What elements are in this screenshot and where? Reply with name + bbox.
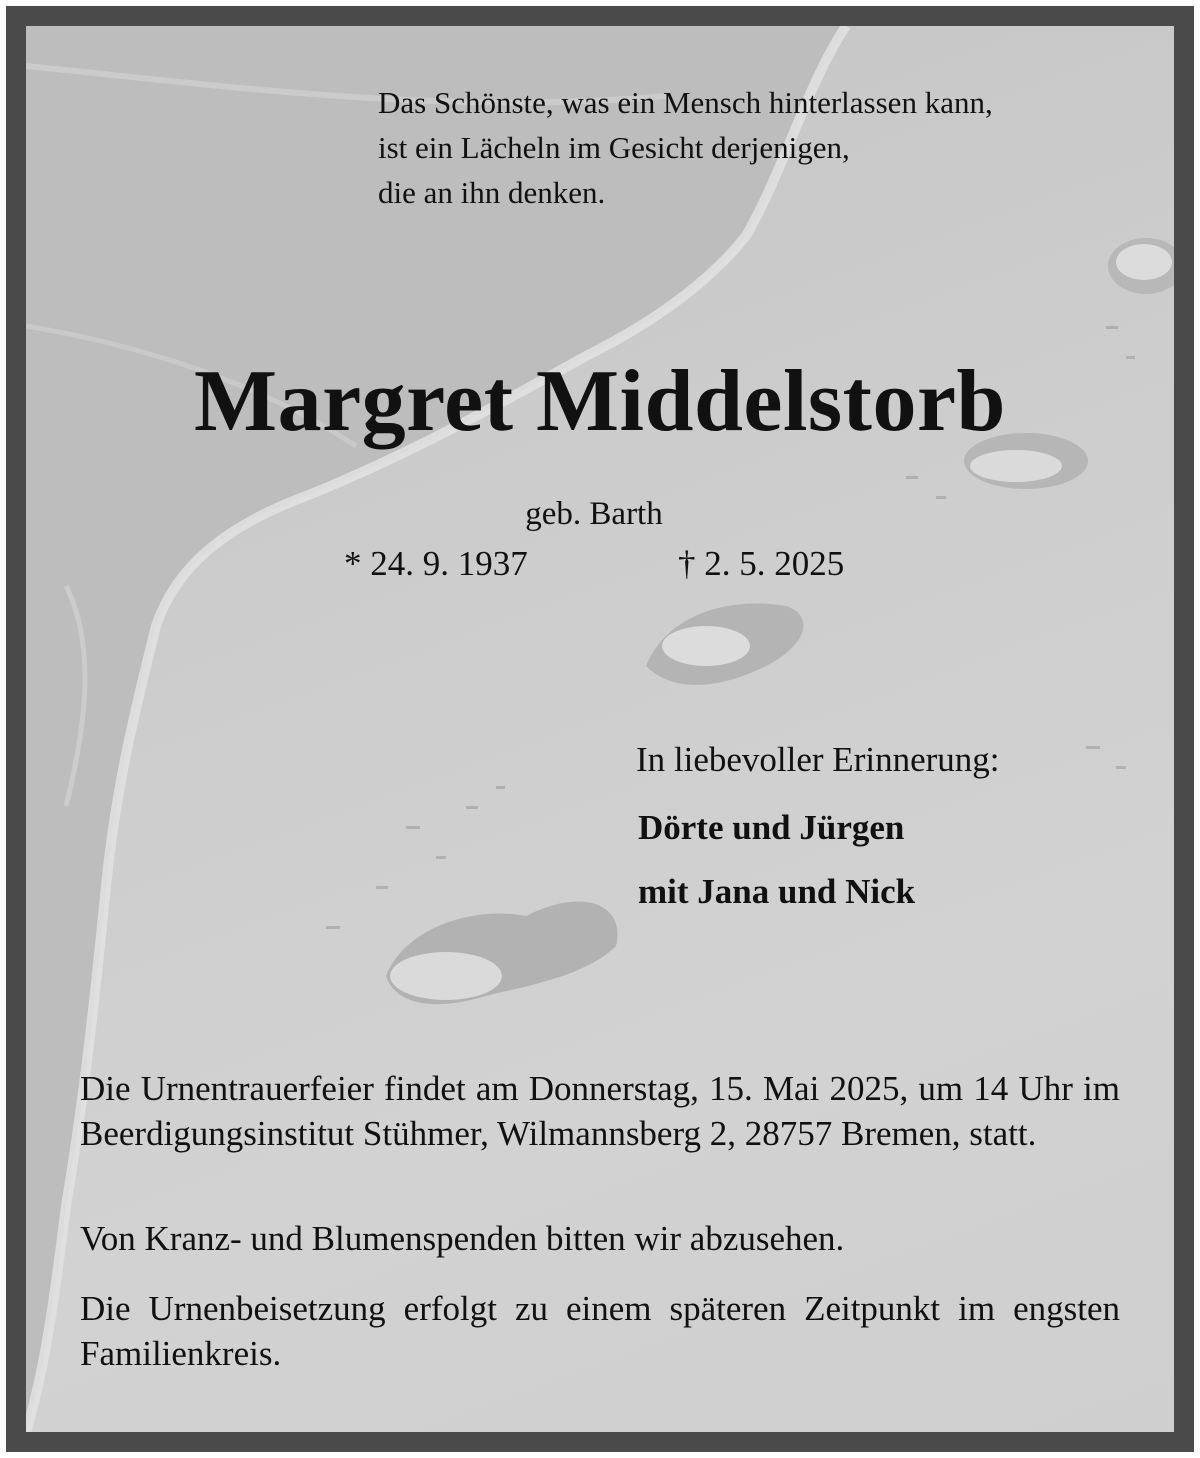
notice-frame (6, 6, 1194, 1452)
death-date: † 2. 5. 2025 (678, 544, 845, 583)
ceremony-notice: Die Urnentrauerfeier findet am Donnerstag, 15. Mai 2025, um 14 Uhr im Beerdigungsinstitut Stühmer, Wilmannsberg 2, 28757 Bremen, statt. (80, 1069, 1120, 1153)
burial-notice: Die Urnenbeisetzung erfolgt zu einem späteren Zeitpunkt im engsten Familienkreis. (80, 1289, 1120, 1373)
mourner-line: Dörte und Jürgen (638, 808, 905, 847)
birth-name (26, 494, 1174, 534)
mourner-names (638, 796, 915, 924)
remembrance-intro: In liebevoller Erinnerung: (636, 740, 1000, 779)
memorial-quote (378, 80, 1158, 215)
quote-line: Das Schönste, was ein Mensch hinterlassen kann, (378, 85, 993, 120)
notice-panel (26, 26, 1174, 1432)
flowers-notice: Von Kranz- und Blumenspenden bitten wir abzusehen. (80, 1219, 845, 1258)
mourner-line: mit Jana und Nick (638, 872, 916, 911)
quote-line: die an ihn denken. (378, 175, 606, 210)
birth-date: * 24. 9. 1937 (344, 544, 528, 583)
quote-line: ist ein Lächeln im Gesicht derjenigen, (378, 130, 850, 165)
birth-name-text: geb. Barth (525, 496, 663, 532)
deceased-name: Margret Middelstorb (194, 353, 1006, 450)
